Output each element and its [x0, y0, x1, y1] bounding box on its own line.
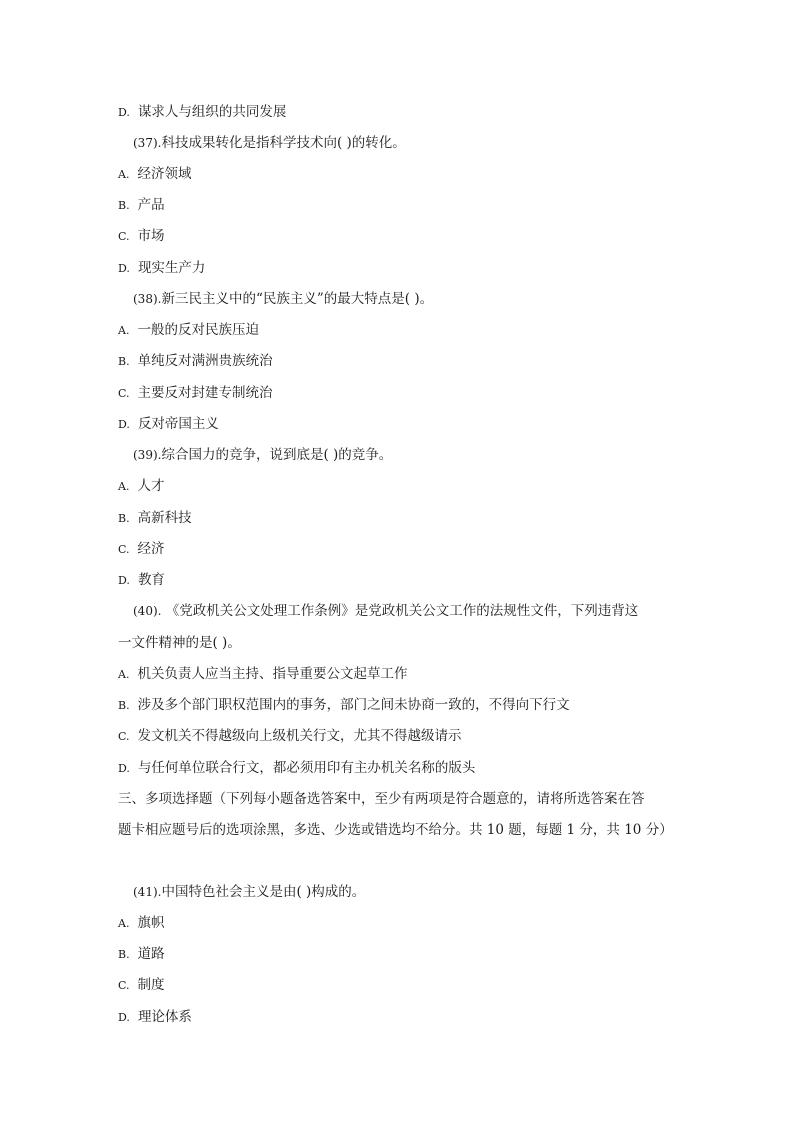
option-line [118, 664, 407, 684]
option-text: 涉及多个部门职权范围内的事务，部门之间未协商一致的，不得向下行文 [137, 697, 570, 713]
question-text: 一文件精神的是( )。 [118, 635, 241, 651]
option-text: 市场 [137, 228, 165, 244]
option-letter: A. [118, 168, 130, 181]
option-line [118, 476, 164, 496]
option-line [118, 913, 164, 933]
option-text: 机关负责人应当主持、指导重要公文起草工作 [137, 666, 408, 682]
option-letter: D. [118, 262, 130, 275]
question-number: (41). [133, 885, 162, 899]
option-text: 一般的反对民族压迫 [137, 322, 259, 338]
option-line [118, 695, 570, 715]
question-text: 《党政机关公文处理工作条例》是党政机关公文工作的法规性文件，下列违背这 [161, 603, 639, 619]
option-letter: C. [118, 979, 130, 992]
option-line [118, 414, 219, 434]
option-text: 经济领域 [137, 166, 192, 182]
option-line [118, 508, 192, 528]
option-line [118, 570, 165, 590]
option-line [118, 758, 475, 778]
question-number: (37). [133, 136, 162, 150]
option-text: 道路 [137, 946, 165, 962]
option-letter: A. [118, 480, 130, 493]
section-heading [118, 789, 645, 809]
option-text: 经济 [137, 541, 165, 557]
option-letter: D. [118, 574, 130, 587]
option-letter: C. [118, 543, 130, 556]
option-line [118, 102, 286, 122]
option-line [118, 320, 259, 340]
option-letter: A. [118, 917, 130, 930]
question-line [133, 601, 638, 621]
question-text: 新三民主义中的“民族主义”的最大特点是( )。 [161, 291, 434, 307]
option-text: 人才 [137, 478, 165, 494]
option-line [118, 383, 273, 403]
option-letter: D. [118, 1011, 130, 1024]
option-text: 高新科技 [137, 510, 192, 526]
option-letter: D. [118, 106, 130, 119]
option-line [118, 1007, 192, 1027]
question-number: (40). [133, 604, 162, 618]
option-line [118, 944, 165, 964]
option-letter: C. [118, 230, 130, 243]
option-letter: B. [118, 512, 130, 525]
option-letter: B. [118, 199, 130, 212]
option-letter: D. [118, 418, 130, 431]
option-line [118, 975, 165, 995]
question-line [133, 133, 406, 153]
option-line [118, 539, 165, 559]
option-line [118, 226, 165, 246]
option-letter: B. [118, 355, 130, 368]
question-number: (38). [133, 292, 162, 306]
option-text: 理论体系 [137, 1009, 192, 1025]
question-line [133, 289, 433, 309]
option-text: 制度 [137, 977, 165, 993]
option-text: 与任何单位联合行文，都必须用印有主办机关名称的版头 [137, 760, 476, 776]
option-letter: B. [118, 699, 130, 712]
section-heading-text: 三、多项选择题（下列每小题备选答案中，至少有两项是符合题意的，请将所选答案在答 [118, 791, 645, 807]
question-text: 综合国力的竞争，说到底是( )的竞争。 [161, 447, 393, 463]
question-line [133, 882, 365, 902]
question-text-continued [118, 633, 241, 653]
option-text: 单纯反对满洲贵族统治 [137, 353, 273, 369]
question-text: 中国特色社会主义是由( )构成的。 [161, 884, 366, 900]
option-line [118, 164, 191, 184]
option-text: 反对帝国主义 [137, 416, 219, 432]
section-heading-continued [118, 820, 673, 840]
option-text: 发文机关不得越级向上级机关行文，尤其不得越级请示 [137, 728, 462, 744]
option-text: 旗帜 [137, 915, 165, 931]
option-letter: A. [118, 324, 130, 337]
option-text: 产品 [137, 197, 165, 213]
option-text: 教育 [137, 572, 165, 588]
section-heading-text: 题卡相应题号后的选项涂黑，多选、少选或错选均不给分。共 10 题，每题 1 分，共 10 分） [118, 822, 673, 838]
option-letter: D. [118, 762, 130, 775]
question-number: (39). [133, 448, 162, 462]
option-letter: B. [118, 948, 130, 961]
question-line [133, 445, 392, 465]
option-line [118, 258, 205, 278]
question-text: 科技成果转化是指科学技术向( )的转化。 [161, 135, 406, 151]
option-text: 谋求人与组织的共同发展 [137, 104, 287, 120]
option-letter: C. [118, 730, 130, 743]
option-letter: C. [118, 387, 130, 400]
option-line [118, 726, 462, 746]
option-text: 主要反对封建专制统治 [137, 385, 273, 401]
option-line [118, 351, 273, 371]
option-letter: A. [118, 668, 130, 681]
option-line [118, 195, 165, 215]
option-text: 现实生产力 [137, 260, 206, 276]
